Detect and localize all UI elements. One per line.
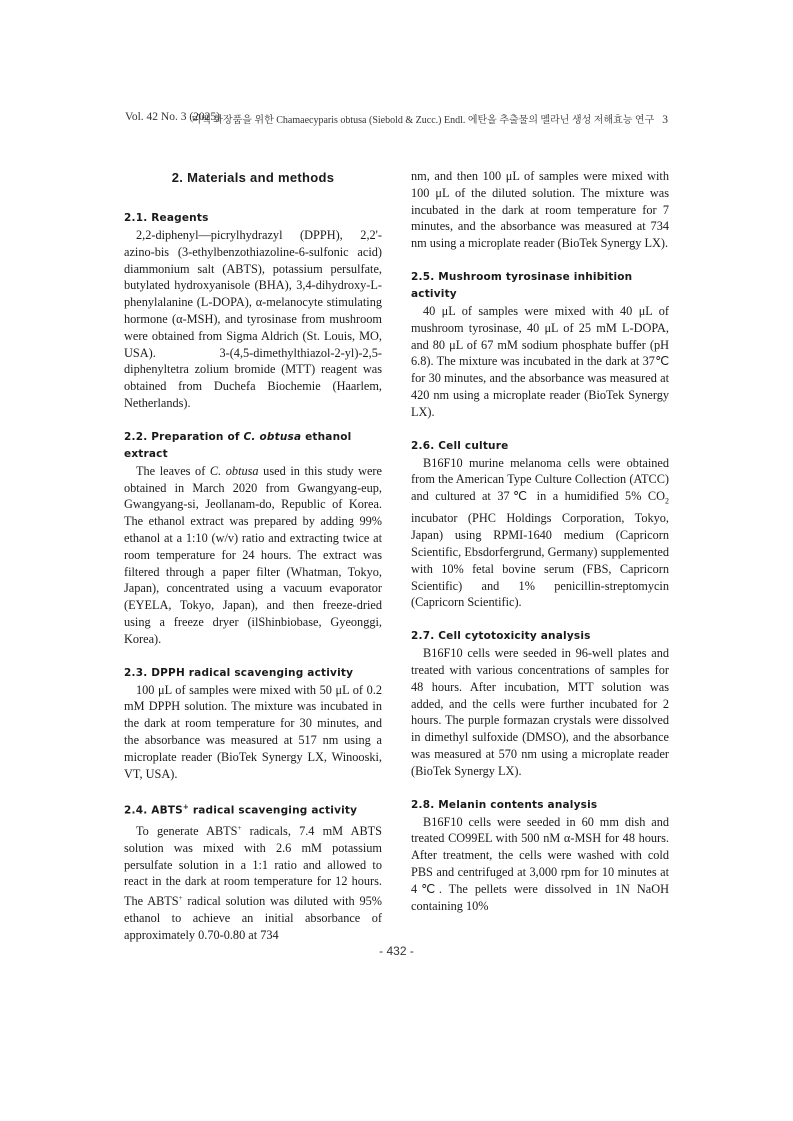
journal-volume: Vol. 42 No. 3 (2025) [125,111,220,123]
left-column [124,168,382,944]
para-dpph: 100 μL of samples were mixed with 50 μL of 0.2 mM DPPH solution. The mixture was incubated in the dark at room temperature for 30 minutes, and the absorbance was measured at 517 nm using a microplate reader (BioTek Synergy LX, Winooski, VT, USA). [124,682,382,781]
para-melanin: B16F10 cells were seeded in 60 mm dish and treated CO99EL with 500 nM α-MSH for 48 hours. After treatment, the cells were washed with cold PBS and centrifuged at 3,000 rpm for 10 minutes at 4℃. The pellets were dissolved in 1N NaOH containing 10% [411,814,669,913]
heading-dpph: 2.3. DPPH radical scavenging activity [124,666,354,679]
heading-reagents: 2.1. Reagents [124,212,209,224]
para-reagents: 2,2-diphenyl—picrylhydrazyl (DPPH), 2,2'-azino-bis (3-ethylbenzothiazoline-6-sulfonic acid) diammonium salt (ABTS), potassium persulfate, butylated hydroxyanisole (BHA), 3,4-dihydroxy-L-phenylalanine (L-DOPA), α-melanocyte stimulating hormone (α-MSH), and tyrosinase from mushroom were obtained from Sigma Aldrich (St. Louis, MO, USA). 3-(4,5-dimethylthiazol-2-yl)-2,5-diphenyltetra zolium bromide (MTT) reagent was obtained from Duchefa Biochemie (Haarlem, Netherlands). [124,228,382,410]
running-title: 미백 화장품을 위한 Chamaecyparis obtusa (Siebold & Zucc.) Endl. 에탄올 추출물의 멜라닌 생성 저해효능 연구 [191,115,655,126]
running-header [191,111,668,126]
heading-tyrosinase: 2.5. Mushroom tyrosinase inhibition activity [411,270,633,300]
header-page-number: 3 [662,114,668,126]
heading-melanin: 2.8. Melanin contents analysis [411,798,598,811]
heading-abts: 2.4. ABTS+ radical scavenging activity [124,803,358,817]
section-title: 2. Materials and methods [171,170,335,185]
heading-cytotoxicity: 2.7. Cell cytotoxicity analysis [411,630,591,643]
para-abts-continued: nm, and then 100 μL of samples were mixed with 100 μL of the diluted solution. The mixture was incubated in the dark at room temperature for 7 minutes, and the absorbance was measured at 734 nm using a microplate reader (BioTek Synergy LX). [411,169,669,251]
heading-cell-culture: 2.6. Cell culture [411,439,509,452]
para-cytotoxicity: B16F10 cells were seeded in 96-well plates and treated with various concentrations of samples for 48 hours. After incubation, MTT solution was added, and the cells were further incubated for 2 hours. The purple formazan crystals were dissolved in dimethyl sulfoxide (DMSO), and the absorbance was measured at 570 nm using a microplate reader (BioTek Synergy LX). [411,646,669,778]
page-footer-number: - 432 - [379,944,414,958]
heading-preparation: 2.2. Preparation of C. obtusa ethanol extract [124,430,352,460]
right-column [411,168,669,914]
para-tyrosinase: 40 μL of samples were mixed with 40 μL of mushroom tyrosinase, 40 μL of 25 mM L-DOPA, and 80 μL of 67 mM sodium phosphate buffer (pH 6.8). The mixture was incubated in the dark at 37℃ for 30 minutes, and the absorbance was measured at 420 nm using a microplate reader (BioTek Synergy LX). [411,303,669,419]
para-cell-culture: B16F10 murine melanoma cells were obtained from the American Type Culture Collection (ATCC) and cultured at 37℃ in a humidified 5% $CO_2$ incubator (PHC Holdings Corporation, Tokyo, Japan) using RPMI-1640 medium (Capricorn Scientific, Ebsdorfergrund, Germany) supplemented with 10% fetal bovine serum (FBS, Capricorn Scientific) and 1% penicillin-streptomycin (Capricorn Scientific). [411,455,669,610]
para-abts: To generate ABTS+ radicals, 7.4 mM ABTS solution was mixed with 2.6 mM potassium persulfate solution in a 1:1 ratio and allowed to react in the dark at room temperature for 12 hours. The ABTS+ radical solution was diluted with 95% ethanol to achieve an initial absorbance of approximately 0.70-0.80 at 734 [124,823,383,942]
para-preparation: The leaves of C. obtusa used in this study were obtained in March 2020 from Gwangyang-eup, Gwangyang-si, Jeollanam-do, Republic of Korea. The ethanol extract was prepared by adding 99% ethanol at a 1:10 (w/v) ratio and extracting twice at room temperature for 24 hours. The extract was filtered through a paper filter (Whatman, Tokyo, Japan), concentrated using a vacuum evaporator (EYELA, Tokyo, Japan), and then freeze-dried using a freeze dryer (ilShinbiobase, Gyeonggi, Korea). [124,463,382,646]
